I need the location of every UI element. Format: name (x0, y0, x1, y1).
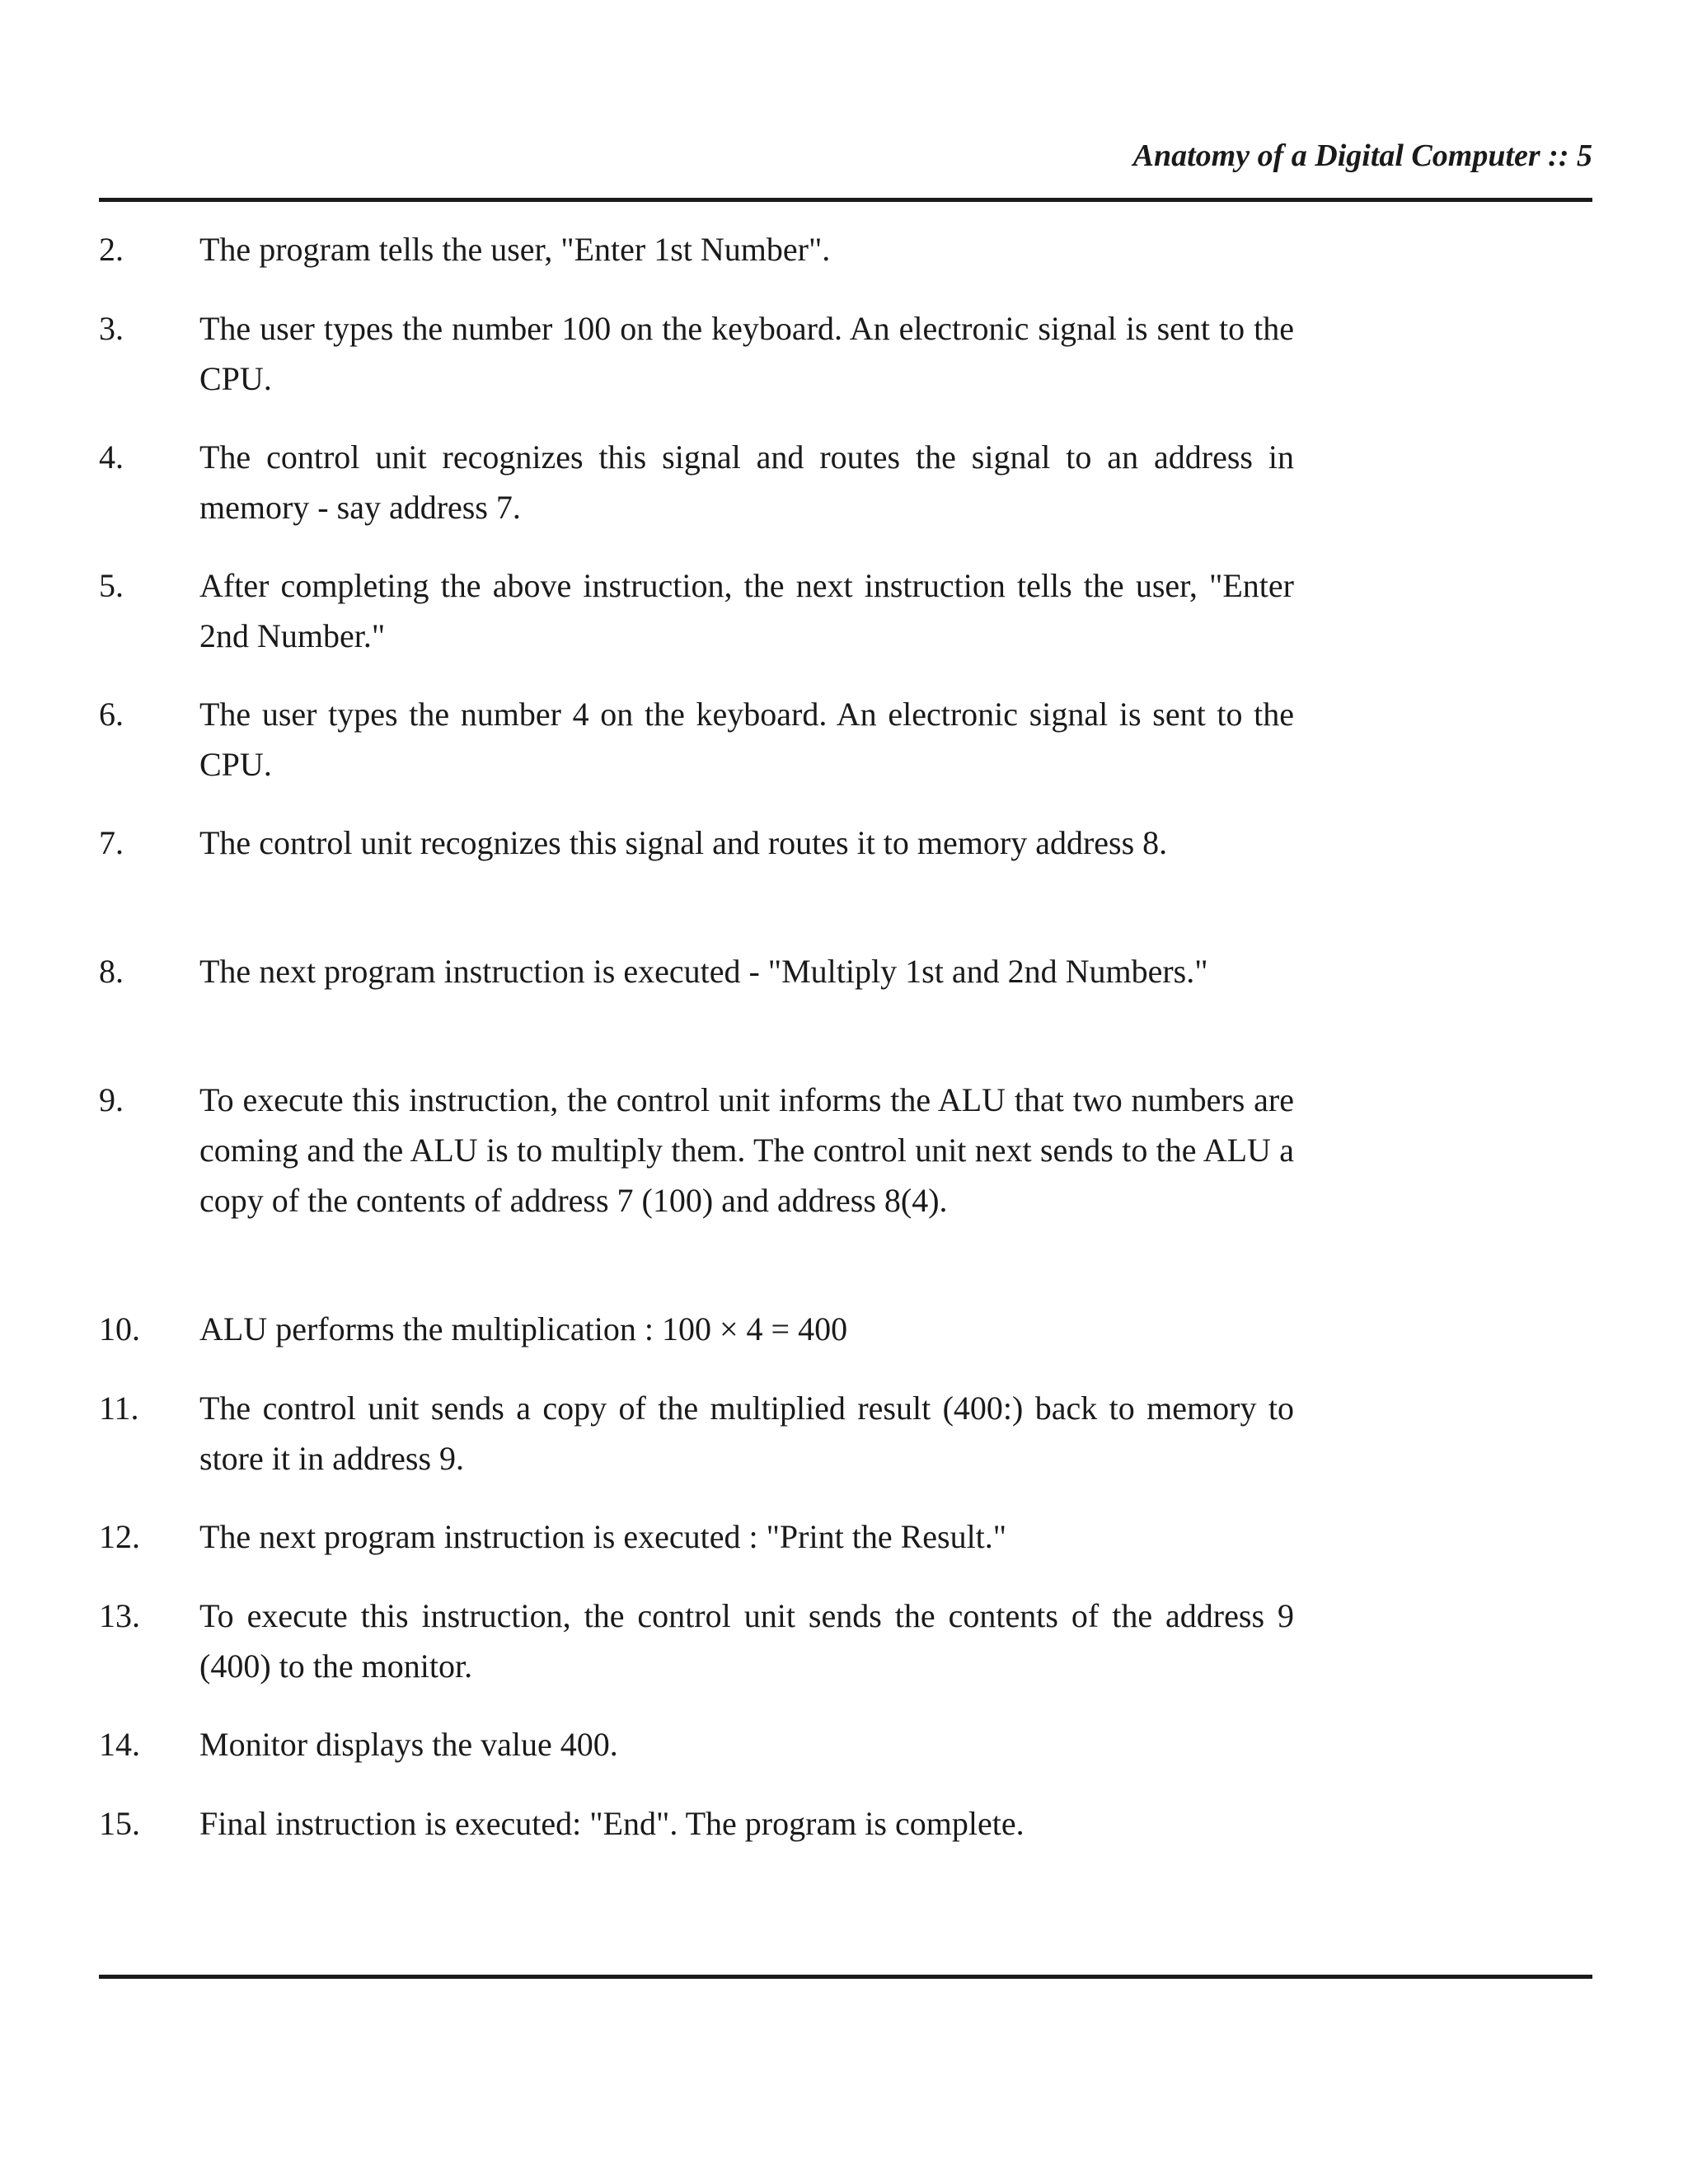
item-text: To execute this instruction, the control unit sends the contents of the address 9 (400) to the monitor. (199, 1597, 1294, 1685)
running-header: Anatomy of a Digital Computer :: 5 (1132, 138, 1592, 173)
list-item (99, 1075, 1294, 1226)
footer-rule (99, 1975, 1592, 1979)
item-text: The next program instruction is executed - "Multiply 1st and 2nd Numbers." (199, 953, 1208, 990)
item-number: 6. (99, 696, 124, 733)
item-number: 5. (99, 567, 124, 604)
item-text: Final instruction is executed: "End". The program is complete. (199, 1805, 1025, 1842)
item-number: 11. (99, 1390, 139, 1427)
list-item (99, 432, 1294, 532)
item-text: The control unit sends a copy of the multiplied result (400:) back to memory to store it in address 9. (199, 1390, 1294, 1477)
list-item (99, 818, 1203, 868)
item-text: The user types the number 4 on the keyboard. An electronic signal is sent to the CPU. (199, 696, 1294, 783)
item-number: 15. (99, 1805, 140, 1842)
list-item (99, 1511, 1203, 1562)
item-text: The control unit recognizes this signal and routes the signal to an address in memory - say address 7. (199, 438, 1294, 526)
list-item (99, 689, 1294, 790)
list-item (99, 1304, 1203, 1354)
item-number: 3. (99, 310, 124, 347)
item-text: To execute this instruction, the control unit informs the ALU that two numbers are coming and the ALU is to multiply them. The control unit next sends to the ALU a copy of the contents of address 7 (100) and address 8(4). (199, 1081, 1294, 1219)
item-number: 7. (99, 824, 124, 861)
header-rule (99, 198, 1592, 202)
list-item (99, 560, 1294, 661)
item-number: 9. (99, 1081, 124, 1118)
item-number: 8. (99, 953, 124, 990)
item-text: Monitor displays the value 400. (199, 1726, 618, 1763)
item-number: 12. (99, 1518, 140, 1555)
item-number: 4. (99, 438, 124, 476)
list-item (99, 1591, 1294, 1691)
list-item (99, 1383, 1294, 1483)
item-text: The user types the number 100 on the keyboard. An electronic signal is sent to the CPU. (199, 310, 1294, 397)
item-number: 13. (99, 1597, 140, 1634)
item-text: The program tells the user, "Enter 1st Number". (199, 231, 831, 268)
item-number: 2. (99, 231, 124, 268)
list-item (99, 303, 1294, 404)
item-text: The control unit recognizes this signal and routes it to memory address 8. (199, 824, 1168, 861)
item-text: The next program instruction is executed : "Print the Result." (199, 1518, 1007, 1555)
list-item (99, 1719, 1203, 1769)
item-number: 10. (99, 1310, 140, 1347)
list-item (99, 1798, 1203, 1849)
item-number: 14. (99, 1726, 140, 1763)
item-text: ALU performs the multiplication : 100 × 4 = 400 (199, 1310, 848, 1347)
item-text: After completing the above instruction, the next instruction tells the user, "Enter 2nd Number." (199, 567, 1294, 654)
list-item (99, 224, 1203, 274)
list-item (99, 946, 1208, 996)
